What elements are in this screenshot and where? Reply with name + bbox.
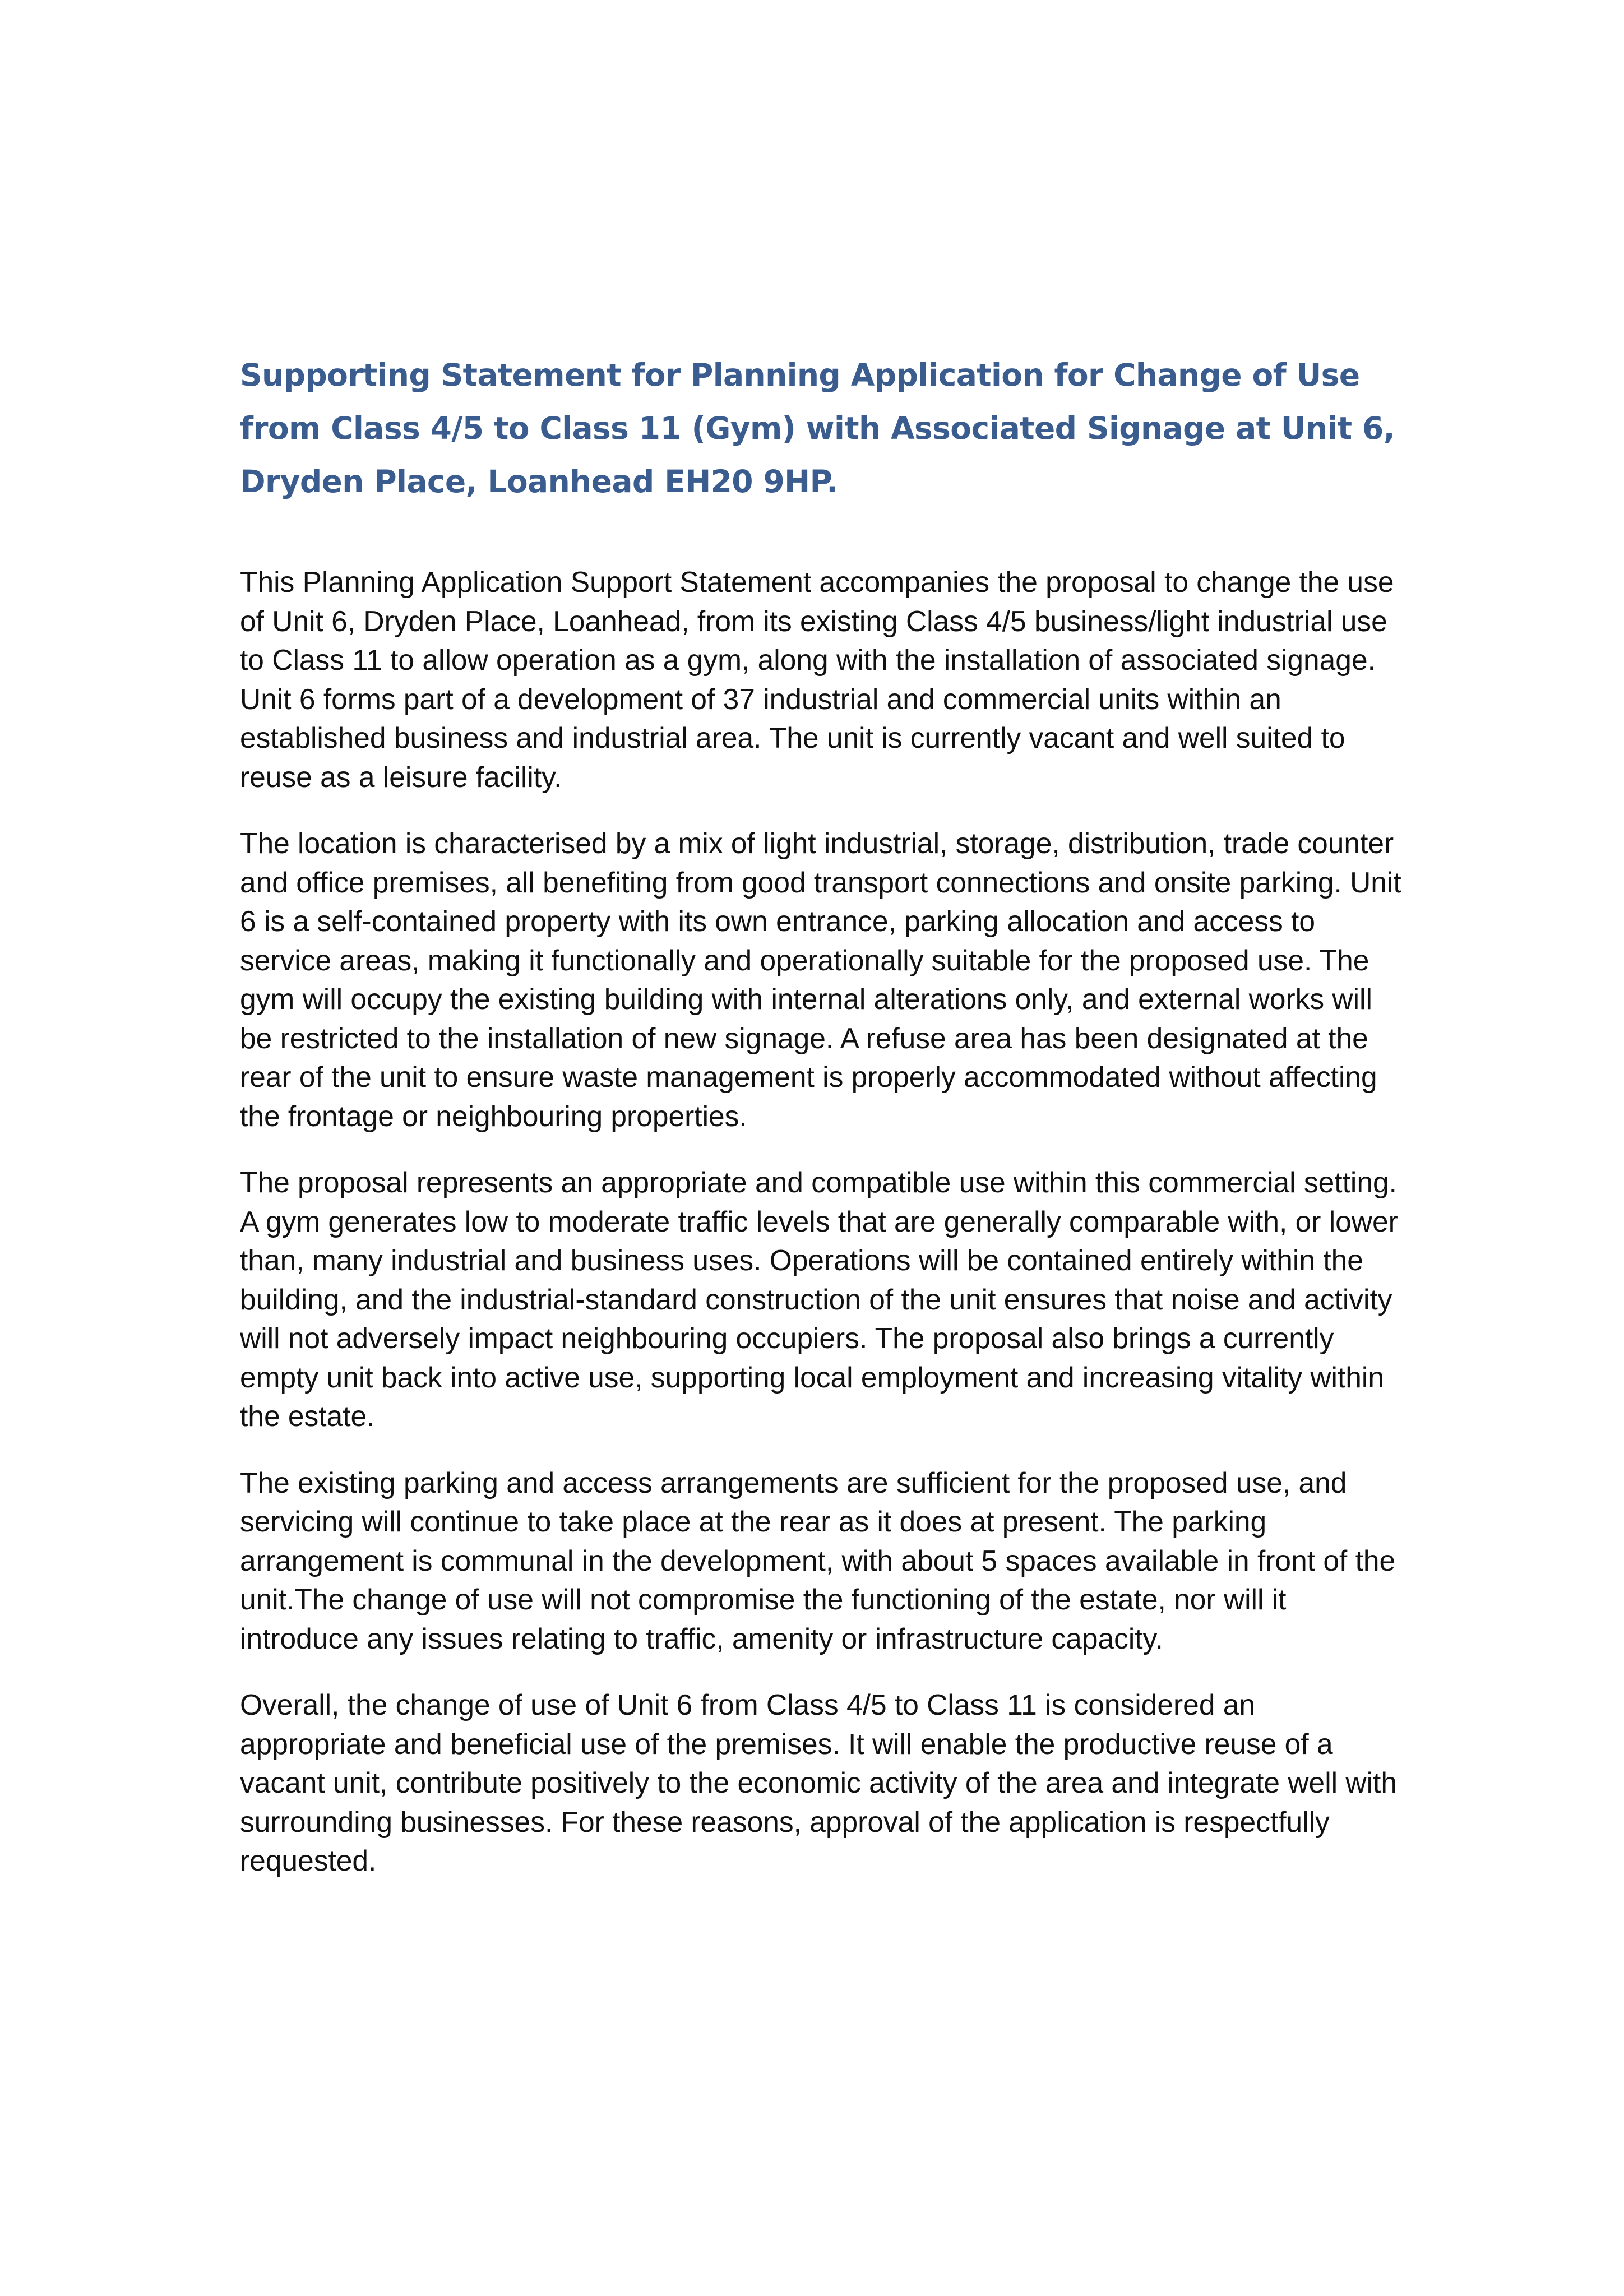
paragraph-conclusion: Overall, the change of use of Unit 6 from Class 4/5 to Class 11 is considered an appropriate and beneficial use of the premises. It will enable the productive reuse of a vacant unit, contribute positively to the economic activity of the area and integrate well with surrounding businesses. For these reasons, approval of the application is respectfully requested. — [240, 1688, 1397, 1877]
paragraph-parking: The existing parking and access arrangements are sufficient for the proposed use, and servicing will continue to take place at the rear as it does at present. The parking arrangement is communal in the development, with about 5 spaces available in front of the unit.The change of use will not compromise the functioning of the estate, nor will it introduce any issues relating to traffic, amenity or infrastructure capacity. — [240, 1466, 1396, 1655]
paragraph-location: The location is characterised by a mix of light industrial, storage, distribution, trade counter and office premises, all benefiting from good transport connections and onsite parking. Unit 6 is a self-contained property with its own entrance, parking allocation and access to service areas, making it functionally and operationally suitable for the proposed use. The gym will occupy the existing building with internal alterations only, and external works will be restricted to the installation of new signage. A refuse area has been designated at the rear of the unit to ensure waste management is properly accommodated without affecting the frontage or neighbouring properties. — [240, 827, 1401, 1132]
document-title: Supporting Statement for Planning Application for Change of Use from Class 4/5 to Class 11 (Gym) with Associated Signage at Unit 6, Dryden Place, Loanhead EH20 9HP. — [240, 357, 1395, 499]
paragraph-intro: This Planning Application Support Statement accompanies the proposal to change the use of Unit 6, Dryden Place, Loanhead, from its existing Class 4/5 business/light industrial use to Class 11 to allow operation as a gym, along with the installation of associated signage. Unit 6 forms part of a development of 37 industrial and commercial units within an established business and industrial area. The unit is currently vacant and well suited to reuse as a leisure facility. — [240, 566, 1394, 793]
document-body — [240, 349, 1406, 1881]
paragraph-compatibility: The proposal represents an appropriate and compatible use within this commercial setting. A gym generates low to moderate traffic levels that are generally comparable with, or lower than, many industrial and business uses. Operations will be contained entirely within the building, and the industrial-standard construction of the unit ensures that noise and activity will not adversely impact neighbouring occupiers. The proposal also brings a currently empty unit back into active use, supporting local employment and increasing vitality within the estate. — [240, 1166, 1398, 1432]
